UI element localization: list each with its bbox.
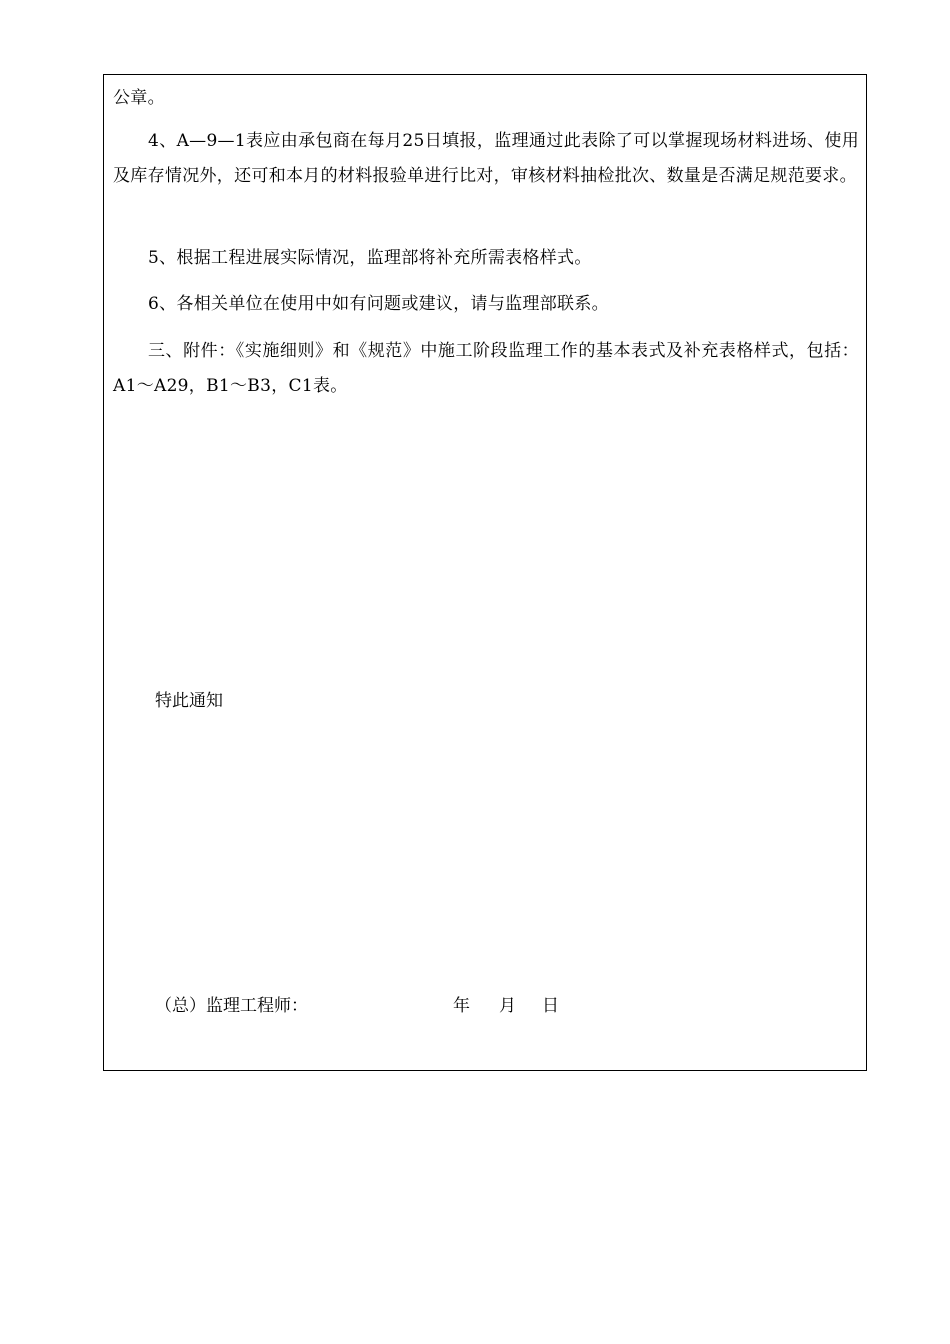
signature-date — [453, 994, 559, 1018]
notice-content-box — [103, 74, 867, 1071]
date-month: 月 — [499, 996, 516, 1016]
signature-label: （总）监理工程师： — [155, 996, 308, 1016]
paragraph-item-5: 5、根据工程进展实际情况，监理部将补充所需表格样式。 — [148, 248, 592, 268]
paragraph-item-4: 4、A—9—1表应由承包商在每月25日填报，监理通过此表除了可以掌握现场材料进场、使用及库存情况外，还可和本月的材料报验单进行比对，审核材料抽检批次、数量是否满足规范要求。 — [113, 131, 859, 186]
notice-closing: 特此通知 — [155, 691, 223, 711]
date-year: 年 — [453, 996, 470, 1016]
date-day: 日 — [542, 996, 559, 1016]
paragraph-attachment: 三、附件：《实施细则》和《规范》中施工阶段监理工作的基本表式及补充表格样式，包括：A1～A29，B1～B3，C1表。 — [113, 341, 859, 396]
paragraph-seal: 公章。 — [113, 88, 165, 108]
paragraph-item-6: 6、各相关单位在使用中如有问题或建议，请与监理部联系。 — [148, 294, 609, 314]
